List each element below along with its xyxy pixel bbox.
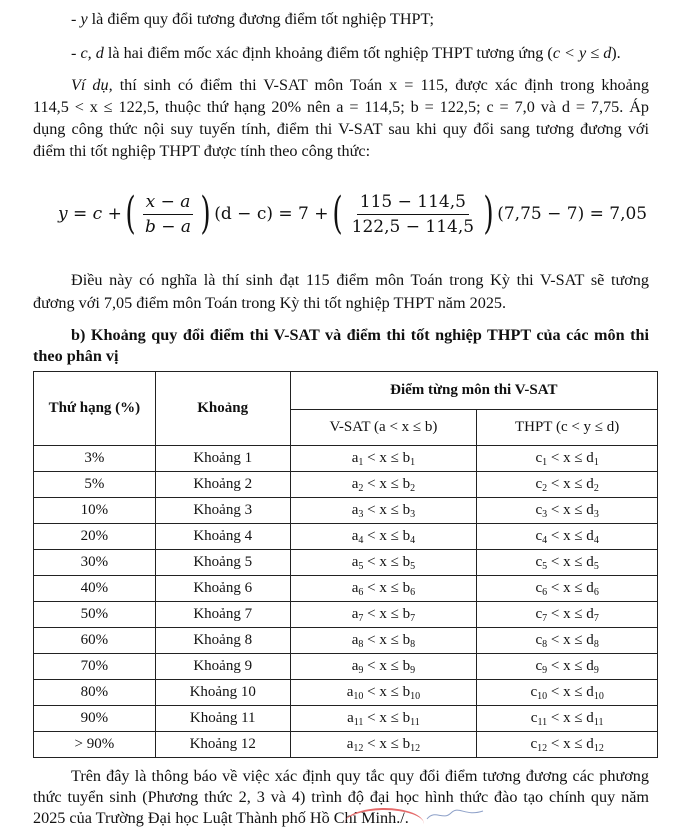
rank-cell: 40% — [34, 576, 156, 602]
range-cell: Khoảng 5 — [155, 550, 290, 576]
table-row — [34, 446, 658, 472]
signature-stroke — [425, 805, 485, 823]
interpolation-formula: y = c + ( $\frac{x - a}{b - a}$ ) (d − c) = 7 + ( $\frac{115 - 114,5}{122,5 - 114,5}$ ) (7,75 − 7) = 7,05 — [58, 188, 648, 239]
vsat-range-cell: $a_{12} < x \le b_{12}$ — [290, 732, 477, 758]
thpt-range-cell: $c_3 < x \le d_3$ — [477, 498, 658, 524]
rank-cell: > 90% — [34, 732, 156, 758]
formula-lhs: y = c + — [58, 204, 122, 224]
closing-line-2: thức tuyển sinh (Phương thức 2, 3 và 4) trình độ đại học hình thức đào tạo chính quy năm — [33, 788, 649, 806]
header-thpt: THPT (c < y ≤ d) — [477, 410, 658, 446]
header-range: Khoảng — [155, 372, 290, 446]
table-body — [34, 446, 658, 758]
thpt-range-cell: $c_1 < x \le d_1$ — [477, 446, 658, 472]
range-cell: Khoảng 6 — [155, 576, 290, 602]
thpt-range-cell: $c_8 < x \le d_8$ — [477, 628, 658, 654]
range-cell: Khoảng 4 — [155, 524, 290, 550]
vsat-range-cell: $a_9 < x \le b_9$ — [290, 654, 477, 680]
formula-fraction-2: $\frac{115 - 114,5}{122,5 - 114,5}$ — [351, 191, 475, 237]
table-row — [34, 654, 658, 680]
rank-cell: 3% — [34, 446, 156, 472]
table-row — [34, 576, 658, 602]
vsat-range-cell: $a_1 < x \le b_1$ — [290, 446, 477, 472]
vsat-range-cell: $a_{11} < x \le b_{11}$ — [290, 706, 477, 732]
thpt-range-cell: $c_{12} < x \le d_{12}$ — [477, 732, 658, 758]
table-row — [34, 602, 658, 628]
header-vsat: V-SAT (a < x ≤ b) — [290, 410, 477, 446]
range-cell: Khoảng 2 — [155, 472, 290, 498]
thpt-range-cell: $c_9 < x \le d_9$ — [477, 654, 658, 680]
stamp-edge — [344, 808, 424, 840]
vsat-range-cell: $a_6 < x \le b_6$ — [290, 576, 477, 602]
meaning-line-2: đương với 7,05 điểm môn Toán trong Kỳ thi tốt nghiệp THPT năm 2025. — [33, 294, 507, 312]
section-b-heading-line-2: theo phân vị — [33, 347, 119, 365]
range-cell: Khoảng 1 — [155, 446, 290, 472]
thpt-range-cell: $c_4 < x \le d_4$ — [477, 524, 658, 550]
table-row — [34, 550, 658, 576]
thpt-range-cell: $c_{10} < x \le d_{10}$ — [477, 680, 658, 706]
rank-cell: 50% — [34, 602, 156, 628]
vsat-range-cell: $a_7 < x \le b_7$ — [290, 602, 477, 628]
vsat-range-cell: $a_3 < x \le b_3$ — [290, 498, 477, 524]
vsat-range-cell: $a_{10} < x \le b_{10}$ — [290, 680, 477, 706]
table-row — [34, 706, 658, 732]
example-line-2: 114,5 < x ≤ 122,5, thuộc thứ hạng 20% nên a = 114,5; b = 122,5; c = 7,0 và d = 7,75. Áp — [33, 98, 649, 116]
rank-cell: 10% — [34, 498, 156, 524]
conversion-table — [33, 371, 658, 758]
formula-fraction-1: $\frac{x - a}{b - a}$ — [142, 192, 194, 237]
range-cell: Khoảng 11 — [155, 706, 290, 732]
vsat-range-cell: $a_8 < x \le b_8$ — [290, 628, 477, 654]
rank-cell: 70% — [34, 654, 156, 680]
formula-rhs: (7,75 − 7) = 7,05 — [497, 204, 648, 224]
section-b-heading-line-1: b) Khoảng quy đổi điểm thi V-SAT và điểm thi tốt nghiệp THPT của các môn thi — [71, 326, 649, 344]
range-cell: Khoảng 10 — [155, 680, 290, 706]
thpt-range-cell: $c_5 < x \le d_5$ — [477, 550, 658, 576]
range-cell: Khoảng 8 — [155, 628, 290, 654]
vsat-range-cell: $a_2 < x \le b_2$ — [290, 472, 477, 498]
vsat-range-cell: $a_5 < x \le b_5$ — [290, 550, 477, 576]
closing-line-3: 2025 của Trường Đại học Luật Thành phố Hồ Chí Minh./. — [33, 809, 409, 827]
table-row — [34, 628, 658, 654]
thpt-range-cell: $c_6 < x \le d_6$ — [477, 576, 658, 602]
table-row — [34, 472, 658, 498]
definition-y: - y là điểm quy đổi tương đương điểm tốt nghiệp THPT; — [71, 10, 435, 28]
example-line-3: dụng công thức nội suy tuyến tính, điểm thi V-SAT sau khi quy đổi sang tương đương với — [33, 120, 649, 138]
rank-cell: 5% — [34, 472, 156, 498]
example-line-4: điểm thi tốt nghiệp THPT được tính theo công thức: — [33, 142, 371, 160]
table-row — [34, 524, 658, 550]
vsat-range-cell: $a_4 < x \le b_4$ — [290, 524, 477, 550]
table-row — [34, 732, 658, 758]
table-row — [34, 498, 658, 524]
rank-cell: 20% — [34, 524, 156, 550]
range-cell: Khoảng 3 — [155, 498, 290, 524]
meaning-line-1: Điều này có nghĩa là thí sinh đạt 115 điểm môn Toán trong Kỳ thi V-SAT sẽ tương — [71, 271, 649, 289]
example-line-1: Ví dụ, thí sinh có điểm thi V-SAT môn Toán x = 115, được xác định trong khoảng — [71, 76, 649, 94]
rank-cell: 90% — [34, 706, 156, 732]
header-score-group: Điểm từng môn thi V-SAT — [290, 372, 657, 410]
rank-cell: 60% — [34, 628, 156, 654]
thpt-range-cell: $c_7 < x \le d_7$ — [477, 602, 658, 628]
range-cell: Khoảng 7 — [155, 602, 290, 628]
rank-cell: 80% — [34, 680, 156, 706]
definition-c-d: - c, d là hai điểm mốc xác định khoảng điểm tốt nghiệp THPT tương ứng (c < y ≤ d). — [71, 44, 621, 62]
thpt-range-cell: $c_2 < x \le d_2$ — [477, 472, 658, 498]
table-row — [34, 680, 658, 706]
rank-cell: 30% — [34, 550, 156, 576]
range-cell: Khoảng 12 — [155, 732, 290, 758]
closing-line-1: Trên đây là thông báo về việc xác định quy tắc quy đổi điểm tương đương các phương — [71, 767, 649, 785]
thpt-range-cell: $c_{11} < x \le d_{11}$ — [477, 706, 658, 732]
header-rank: Thứ hạng (%) — [34, 372, 156, 446]
formula-mid: (d − c) = 7 + — [214, 204, 329, 224]
range-cell: Khoảng 9 — [155, 654, 290, 680]
